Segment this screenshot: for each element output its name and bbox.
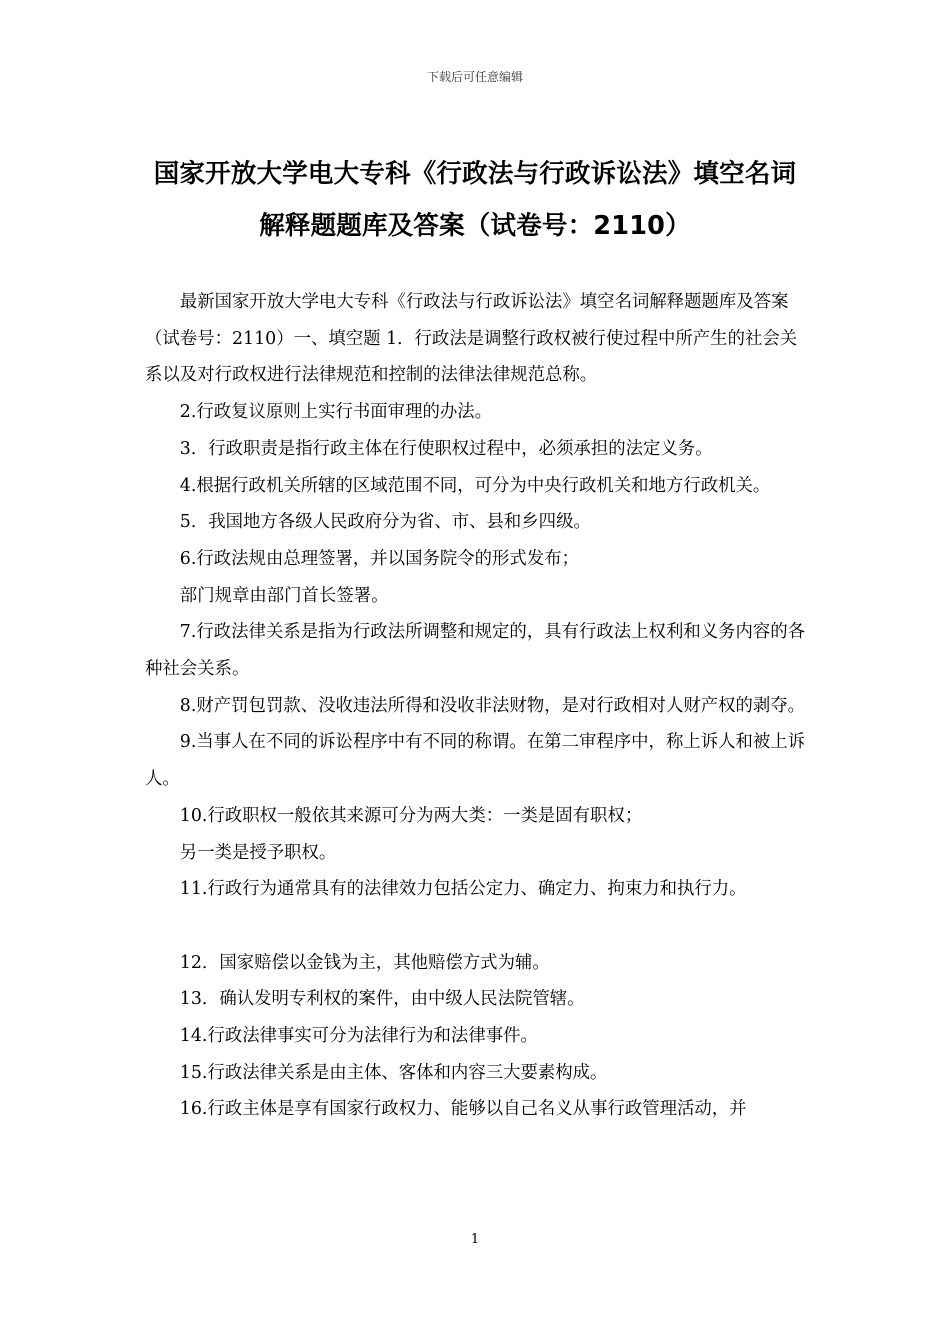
paragraph-item-4: 4.根据行政机关所辖的区域范围不同，可分为中央行政机关和地方行政机关。 <box>179 475 771 496</box>
paragraph-item-12: 12．国家赔偿以金钱为主，其他赔偿方式为辅。 <box>179 952 550 973</box>
title-line-1: 国家开放大学电大专科《行政法与行政诉讼法》填空名词 <box>153 159 797 189</box>
paragraph-item-13: 13．确认发明专利权的案件，由中级人民法院管辖。 <box>179 989 585 1010</box>
document-title <box>120 148 830 252</box>
paragraph-item-14: 14.行政法律事实可分为法律行为和法律事件。 <box>179 1026 538 1047</box>
paragraph-item-10: 10.行政职权一般依其来源可分为两大类：一类是固有职权； <box>179 805 643 826</box>
paragraph-intro: 最新国家开放大学电大专科《行政法与行政诉讼法》填空名词解释题题库及答案（试卷号：2110）一、填空题 1．行政法是调整行政权被行使过程中所产生的社会关系以及对行政权进行法律规范和控制的法律法律规范总称。 <box>145 292 798 386</box>
document-body <box>145 284 810 1128</box>
page-header: 下载后可任意编辑 <box>426 70 523 84</box>
blank-line <box>145 908 810 945</box>
paragraph-item-6: 6.行政法规由总理签署，并以国务院令的形式发布； <box>179 548 579 569</box>
paragraph-item-3: 3．行政职责是指行政主体在行使职权过程中，必须承担的法定义务。 <box>179 438 713 459</box>
paragraph-item-2: 2.行政复议原则上实行书面审理的办法。 <box>179 402 493 423</box>
title-line-2: 解释题题库及答案（试卷号：2110） <box>259 211 691 241</box>
paragraph-item-7: 7.行政法律关系是指为行政法所调整和规定的，具有行政法上权利和义务内容的各种社会关系。 <box>145 622 806 680</box>
paragraph-item-15: 15.行政法律关系是由主体、客体和内容三大要素构成。 <box>179 1062 608 1083</box>
paragraph-item-5: 5．我国地方各级人民政府分为省、市、县和乡四级。 <box>179 512 591 533</box>
paragraph-item-16: 16.行政主体是享有国家行政权力、能够以自己名义从事行政管理活动，并 <box>179 1099 747 1120</box>
paragraph-item-9: 9.当事人在不同的诉讼程序中有不同的称谓。在第二审程序中，称上诉人和被上诉人。 <box>145 732 806 790</box>
page-number: 1 <box>470 1232 480 1247</box>
paragraph-item-6-cont: 部门规章由部门首长签署。 <box>179 585 389 606</box>
paragraph-item-10-cont: 另一类是授予职权。 <box>179 842 337 863</box>
paragraph-item-8: 8.财产罚包罚款、没收违法所得和没收非法财物，是对行政相对人财产权的剥夺。 <box>179 695 806 716</box>
paragraph-item-11: 11.行政行为通常具有的法律效力包括公定力、确定力、拘束力和执行力。 <box>179 879 747 900</box>
